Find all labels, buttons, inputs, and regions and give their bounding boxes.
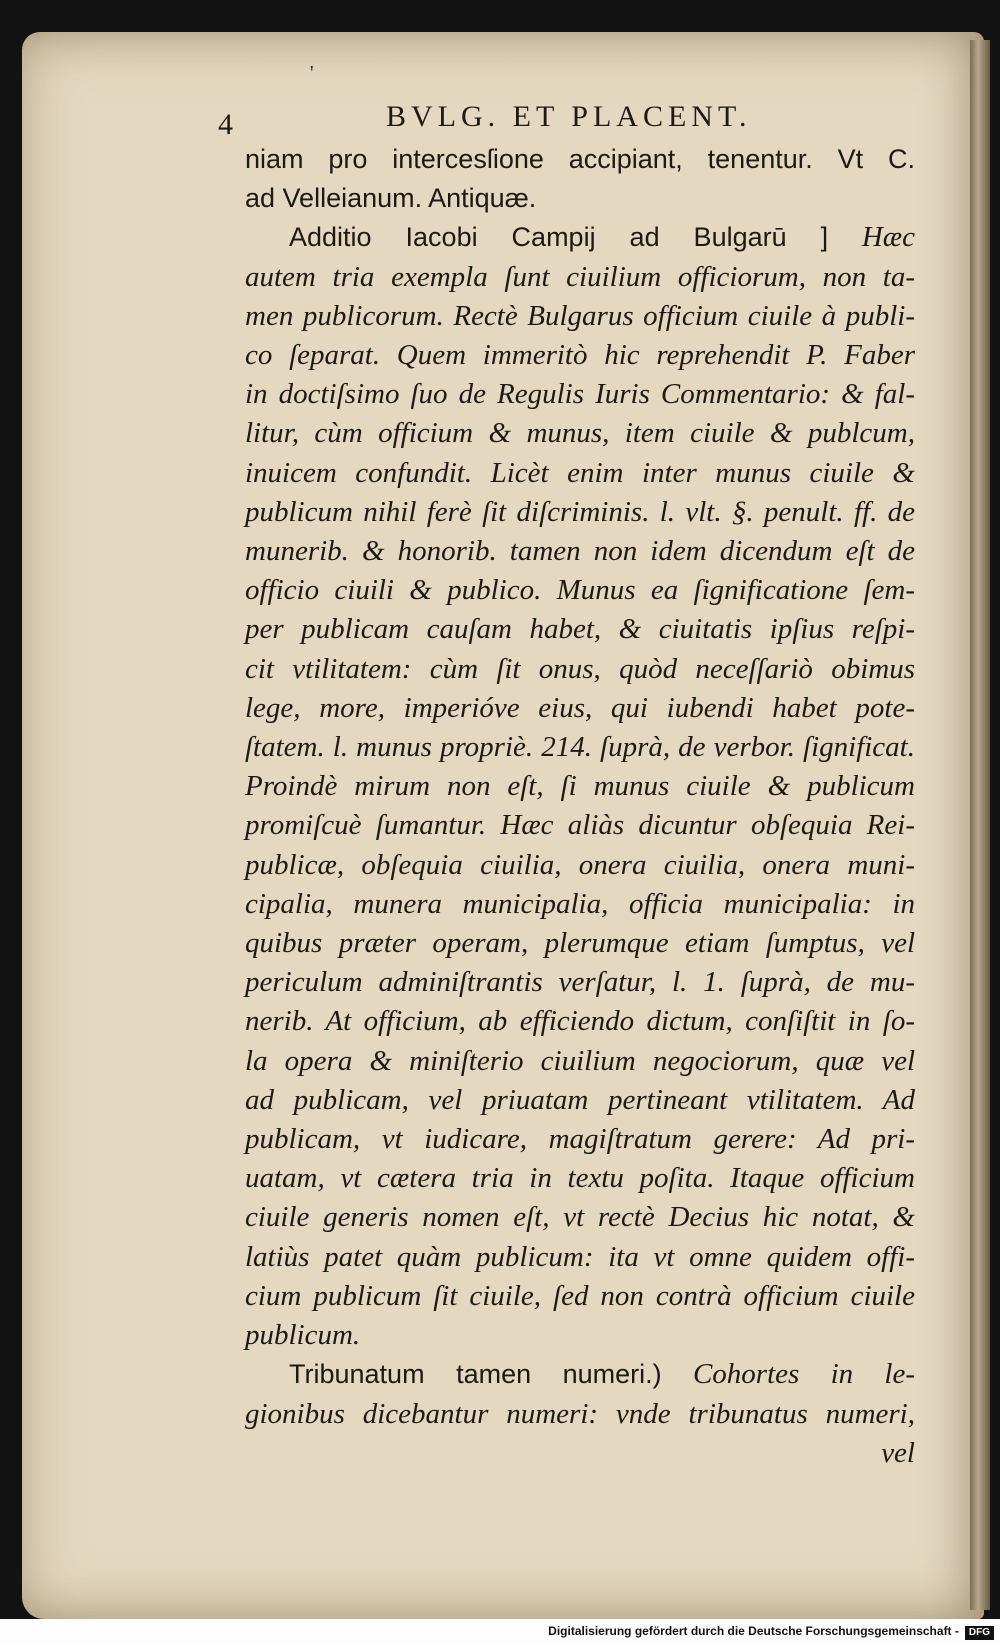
text-line: in doctiſsimo ſuo de Regulis Iuris Commentario: & fal- <box>245 378 915 411</box>
text-line: autem tria exempla ſunt ciuilium officiorum, non ta- <box>245 260 915 293</box>
text-line: ad Velleianum. Antiquæ. <box>245 183 537 214</box>
text-line: niam pro intercesſione accipiant, tenentur. Vt C. <box>245 144 915 174</box>
digitization-footer <box>0 1619 1000 1643</box>
gloss: Cohortes in le- <box>661 1358 915 1391</box>
page-number: 4 <box>218 108 233 141</box>
text-line: publicæ, obſequia ciuilia, onera ciuilia, onera muni- <box>245 848 915 881</box>
text-line: ſtatem. l. munus propriè. 214. ſuprà, de verbor. ſignificat. <box>245 731 915 764</box>
text-line: cit vtilitatem: cùm ſit onus, quòd neceſſariò obimus <box>245 652 915 685</box>
page-mark: ' <box>310 62 314 84</box>
text-line <box>245 218 915 257</box>
text-line <box>245 1355 915 1394</box>
text-line: cium publicum ſit ciuile, ſed non contrà officium ciuile <box>245 1279 915 1312</box>
text-line: promiſcuè ſumantur. Hæc aliàs dicuntur obſequia Rei- <box>245 809 915 842</box>
dfg-logo: DFG <box>965 1626 994 1640</box>
text-line: inuicem confundit. Licèt enim inter munus ciuile & <box>245 456 915 489</box>
text-line: quibus præter operam, plerumque etiam ſumptus, vel <box>245 927 915 960</box>
lemma: Tribunatum tamen numeri.) <box>289 1359 662 1390</box>
text-line: uatam, vt cætera tria in textu poſita. Itaque officium <box>245 1162 915 1195</box>
text-line: publicum. <box>245 1319 361 1352</box>
text-line: officio ciuili & publico. Munus ea ſignificatione ſem- <box>245 574 915 607</box>
gloss: Hæc <box>828 221 915 254</box>
running-header: BVLG. ET PLACENT. <box>386 100 752 133</box>
text-line: publicam, vt iudicare, magiſtratum gerere: Ad pri- <box>245 1123 915 1156</box>
body-text <box>245 140 915 1473</box>
text-line: ad publicam, vel priuatam pertineant vtilitatem. Ad <box>245 1083 915 1116</box>
text-line: ciuile generis nomen eſt, vt rectè Decius hic notat, & <box>245 1201 915 1234</box>
text-line: latiùs patet quàm publicum: ita vt omne quidem offi- <box>245 1240 915 1273</box>
text-line: per publicam cauſam habet, & ciuitatis ipſius reſpi- <box>245 613 915 646</box>
text-line: men publicorum. Rectè Bulgarus officium ciuile à publi- <box>245 299 915 332</box>
text-line: la opera & miniſterio ciuilium negociorum, quæ vel <box>245 1044 915 1077</box>
footer-text: Digitalisierung gefördert durch die Deutsche Forschungsgemeinschaft - <box>548 1624 959 1638</box>
text-line: lege, more, imperióve eius, qui iubendi habet pote- <box>245 691 915 724</box>
text-line: publicum nihil ferè ſit diſcriminis. l. vlt. §. penult. ff. de <box>245 495 915 528</box>
text-line: gionibus dicebantur numeri: vnde tribunatus numeri, <box>245 1397 915 1430</box>
text-line: munerib. & honorib. tamen non idem dicendum eſt de <box>245 535 915 568</box>
catchword: vel <box>881 1436 915 1469</box>
text-line: periculum adminiſtrantis verſatur, l. 1. ſuprà, de mu- <box>245 966 915 999</box>
text-line: co ſeparat. Quem immeritò hic reprehendit P. Faber <box>245 339 915 372</box>
text-line: nerib. At officium, ab efficiendo dictum, conſiſtit in ſo- <box>245 1005 915 1038</box>
text-line: litur, cùm officium & munus, item ciuile & publcum, <box>245 417 915 450</box>
lemma: Additio Iacobi Campij ad Bulgarū ] <box>289 222 829 253</box>
text-line: cipalia, munera municipalia, officia municipalia: in <box>245 887 915 920</box>
page-edge <box>970 40 990 1610</box>
text-line: Proindè mirum non eſt, ſi munus ciuile & publicum <box>245 770 915 803</box>
